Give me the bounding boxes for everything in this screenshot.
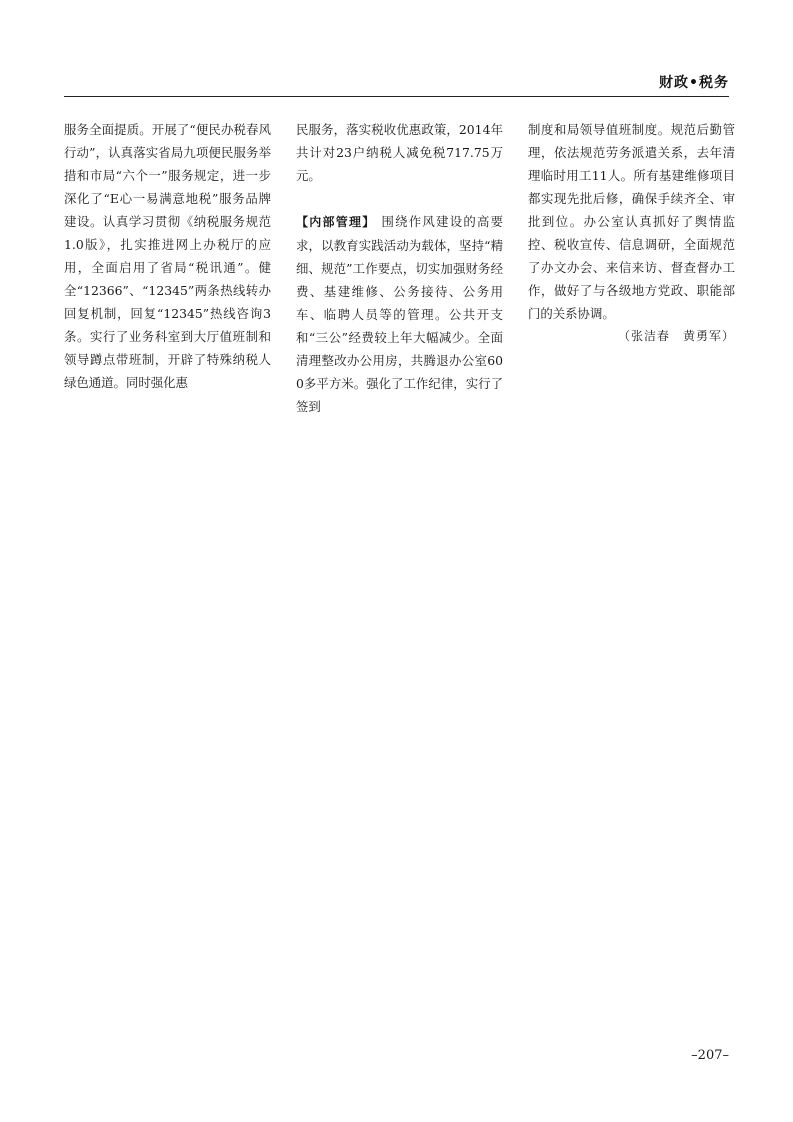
paragraph-service-continued: 民服务，落实税收优惠政策，2014年共计对23户纳税人减免税717.75万元。 (296, 122, 503, 183)
paragraph-internal-management-continued: 制度和局领导值班制度。规范后勤管理，依法规范劳务派遣关系，去年清理临时用工11人。所有基建维修项目都实现先批后修，确保手续齐全、审批到位。办公室认真抓好了舆情监控、税收宣传、信息调研，全面规范了办文办会、来信来访、督查督办工作，做好了与各级地方党政、职能部门的关系协调。 (528, 122, 735, 321)
header-rule (64, 96, 729, 97)
text-column-2 (296, 118, 503, 418)
section-title: 财政•税务 (659, 75, 729, 91)
running-header (64, 70, 729, 96)
author-credit: （张洁春 黄勇军） (617, 329, 735, 343)
paragraph-internal-management (296, 210, 503, 418)
text-column-1 (64, 118, 271, 394)
paragraph-service: 服务全面提质。开展了“便民办税春风行动”，认真落实省局九项便民服务举措和市局“六个一”服务规定，进一步深化了“E心一易满意地税”服务品牌建设。认真学习贯彻《纳税服务规范1.0版》，扎实推进网上办税厅的应用，全面启用了省局“税讯通”。健全“12366”、“12345”两条热线转办回复机制，回复“12345”热线咨询3条。实行了业务科室到大厅值班制和领导蹲点带班制，开辟了特殊纳税人绿色通道。同时强化惠 (64, 122, 271, 390)
paragraph-gap (296, 187, 503, 210)
page-number: –207– (691, 1048, 729, 1063)
section-heading-internal-management: 【内部管理】 (296, 215, 376, 229)
text-column-3 (528, 118, 735, 348)
section-body-internal-management: 围绕作风建设的高要求，以教育实践活动为载体，坚持“精细、规范”工作要点，切实加强财务经费、基建维修、公务接待、公务用车、临聘人员等的管理。公共开支和“三公”经费较上年大幅减少。全面清理整改办公用房，共腾退办公室600多平方米。强化了工作纪律，实行了签到 (296, 214, 503, 414)
